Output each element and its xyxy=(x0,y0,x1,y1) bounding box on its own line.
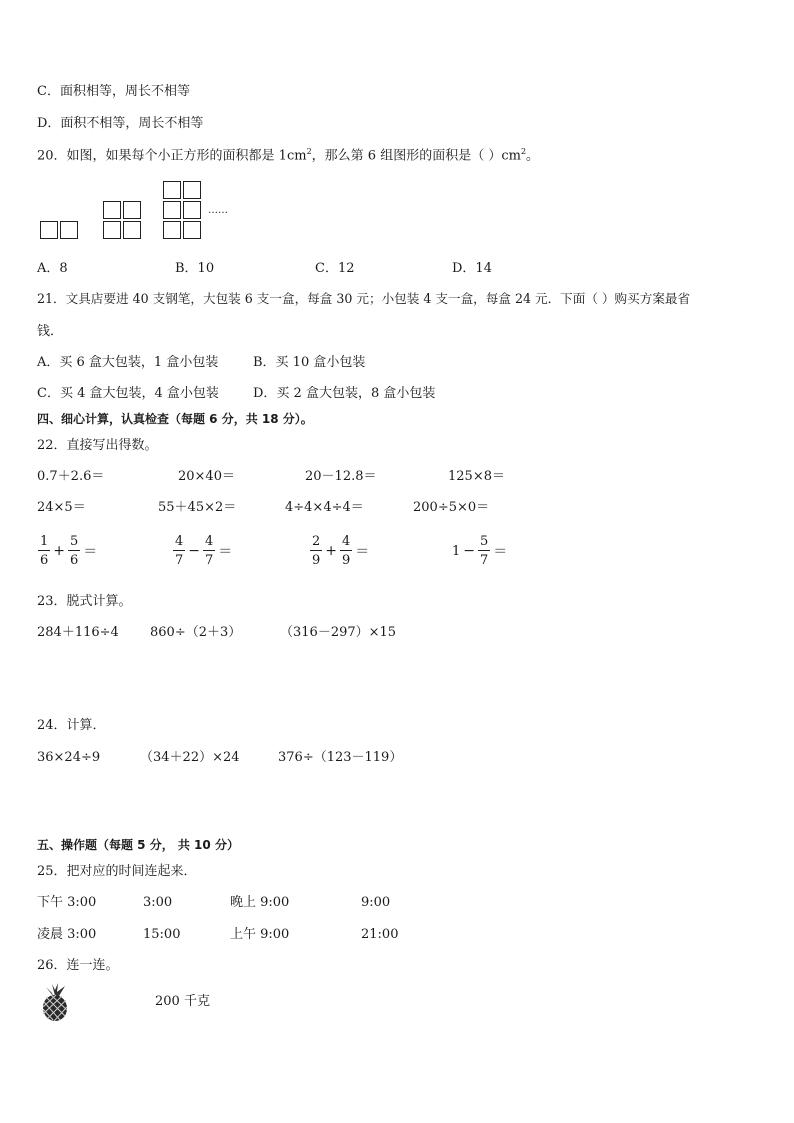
q22-fraction-item: 4 7 − $\frac{4}{7}$ ＝ xyxy=(175,534,233,568)
q23-item: 860÷（2＋3） xyxy=(150,625,242,640)
fraction: $\frac{4}{7}$ xyxy=(205,534,214,568)
q21-stem-line1: 21．文具店要进 40 支钢笔，大包装 6 支一盒，每盒 30 元；小包装 4 支一盒，每盒 24 元．下面（ ）购买方案最省 xyxy=(37,291,691,306)
q20-option-c: C．12 xyxy=(315,261,355,276)
q21-stem-line2: 钱． xyxy=(37,324,64,339)
q23-item: 284＋116÷4 xyxy=(37,625,119,640)
q25-item[interactable]: 凌晨 3:00 xyxy=(37,927,97,942)
grid-square xyxy=(123,201,141,219)
q24-item: 376÷（123－119） xyxy=(278,750,403,765)
q25-item[interactable]: 3:00 xyxy=(143,895,173,910)
fraction: 2 9 xyxy=(312,534,321,568)
grid-square xyxy=(103,201,121,219)
q22-fraction-item: 1 6 + $\frac{5}{6}$ ＝ xyxy=(40,534,98,568)
q24-item: （34＋22）×24 xyxy=(140,750,240,765)
q22-stem: 22．直接写出得数。 xyxy=(37,438,158,453)
q21-option-c: C．买 4 盒大包装，4 盒小包装 xyxy=(37,386,219,401)
q23-item: （316－297）×15 xyxy=(280,625,397,640)
q22-item: 0.7＋2.6＝ xyxy=(37,469,105,484)
q24-item: 36×24÷9 xyxy=(37,750,101,765)
grid-square xyxy=(123,221,141,239)
section-5-title: 五、操作题（每题 5 分， 共 10 分） xyxy=(37,838,239,852)
section-4-title: 四、细心计算，认真检查（每题 6 分，共 18 分）。 xyxy=(37,412,313,426)
q25-stem: 25．把对应的时间连起来． xyxy=(37,864,197,879)
grid-square xyxy=(183,201,201,219)
q26-label[interactable]: 200 千克 xyxy=(155,994,210,1009)
grid-square xyxy=(163,221,181,239)
grid-square xyxy=(60,221,78,239)
fraction: 4 7 xyxy=(175,534,184,568)
q22-item: 200÷5×0＝ xyxy=(413,500,490,515)
q22-item: 4÷4×4÷4＝ xyxy=(285,500,364,515)
fraction: 1 6 xyxy=(40,534,49,568)
q26-stem: 26．连一连。 xyxy=(37,958,119,973)
q22-item: 20×40＝ xyxy=(178,469,235,484)
q25-item[interactable]: 15:00 xyxy=(143,927,181,942)
q21-option-b: B．买 10 盒小包装 xyxy=(253,355,366,370)
q20-option-b: B．10 xyxy=(175,261,215,276)
q20-option-a: A．8 xyxy=(37,261,68,276)
q24-stem: 24．计算． xyxy=(37,718,106,733)
fraction: $\frac{5}{7}$ xyxy=(480,534,489,568)
grid-square xyxy=(183,221,201,239)
q19-option-c: C．面积相等，周长不相等 xyxy=(37,84,190,99)
fraction: $\frac{5}{6}$ xyxy=(70,534,79,568)
q22-item: 55＋45×2＝ xyxy=(158,500,237,515)
q22-item: 20－12.8＝ xyxy=(305,469,377,484)
q20-option-d: D．14 xyxy=(452,261,492,276)
q25-item[interactable]: 下午 3:00 xyxy=(37,895,97,910)
q21-option-d: D．买 2 盒大包装，8 盒小包装 xyxy=(253,386,436,401)
q25-item[interactable]: 上午 9:00 xyxy=(230,927,290,942)
q21-option-a: A．买 6 盒大包装，1 盒小包装 xyxy=(37,355,219,370)
fraction: $\frac{4}{9}$ xyxy=(342,534,351,568)
q23-stem: 23．脱式计算。 xyxy=(37,594,132,609)
q22-item: 125×8＝ xyxy=(448,469,505,484)
q25-item[interactable]: 晚上 9:00 xyxy=(230,895,290,910)
grid-square xyxy=(163,201,181,219)
pineapple-icon[interactable] xyxy=(38,982,72,1025)
q25-item[interactable]: 21:00 xyxy=(361,927,399,942)
grid-square xyxy=(103,221,121,239)
q20-stem: 20．如图，如果每个小正方形的面积都是 $1cm^2$，那么第 6 组图形的面积是（ ）$cm^2$。 xyxy=(37,147,540,164)
grid-square xyxy=(40,221,58,239)
grid-square xyxy=(183,181,201,199)
q22-item: 24×5＝ xyxy=(37,500,86,515)
q25-item[interactable]: 9:00 xyxy=(361,895,391,910)
ellipsis: …… xyxy=(208,205,228,216)
q22-fraction-item: 2 9 + $\frac{4}{9}$ ＝ xyxy=(312,534,370,568)
grid-square xyxy=(163,181,181,199)
q19-option-d: D．面积不相等，周长不相等 xyxy=(37,116,204,131)
q22-fraction-item: 1 − $\frac{5}{7}$ ＝ xyxy=(452,534,508,568)
